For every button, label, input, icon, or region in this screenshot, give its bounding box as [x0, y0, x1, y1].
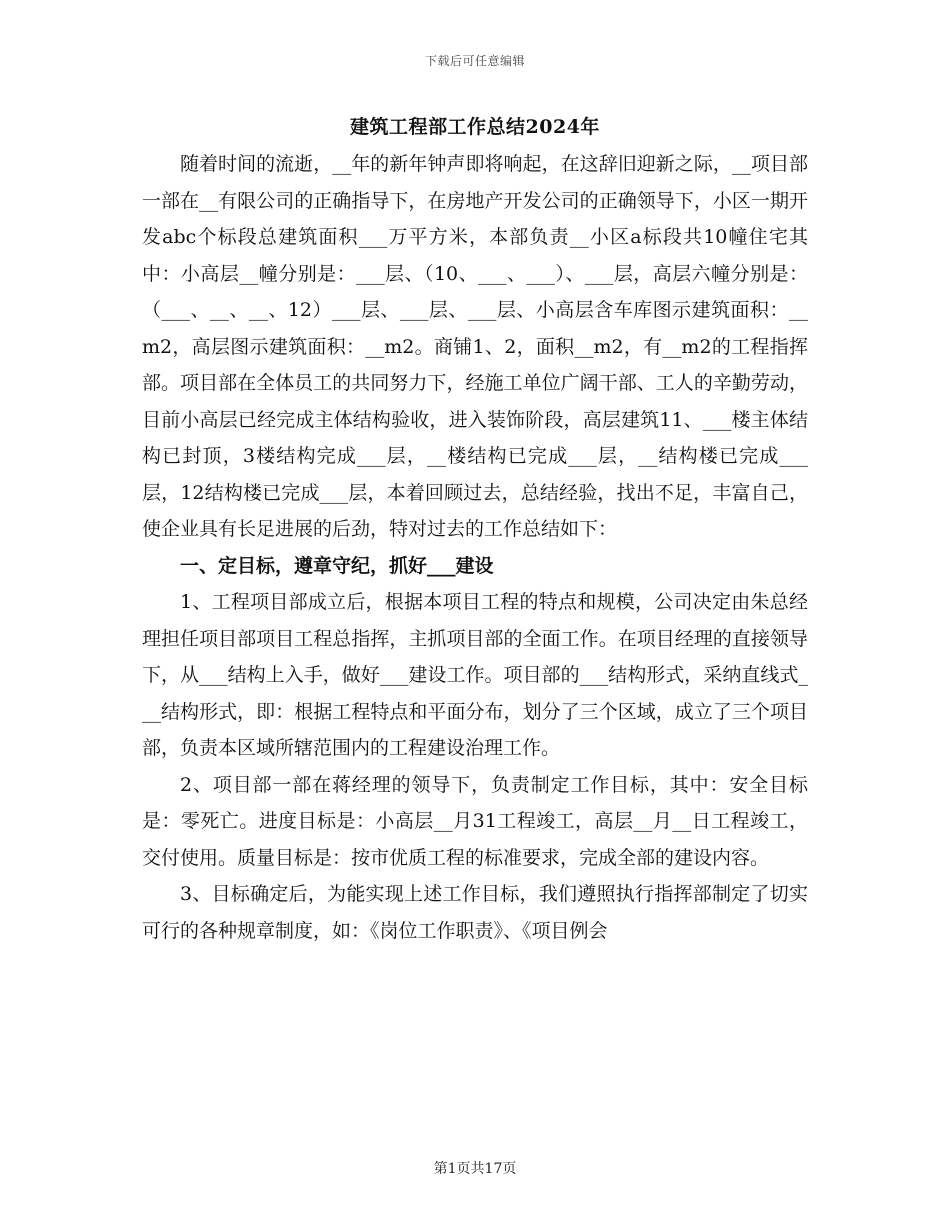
document-body — [142, 146, 808, 949]
paragraph-item-1: 1、工程项目部成立后，根据本项目工程的特点和规模，公司决定由朱总经理担任项目部项目工程总指挥，主抓项目部的全面工作。在项目经理的直接领导下，从___结构上入手，做好___建设工作。项目部的___结构形式，采纳直线式___结构形式，即：根据工程特点和平面分布，划分了三个区域，成立了三个项目部，负责本区域所辖范围内的工程建设治理工作。 — [142, 591, 808, 759]
section-heading-1: 一、定目标，遵章守纪，抓好___建设 — [180, 554, 494, 577]
document-title: 建筑工程部工作总结2024年 — [350, 116, 600, 138]
paragraph-intro: 随着时间的流逝，__年的新年钟声即将响起，在这辞旧迎新之际，__项目部一部在__有限公司的正确指导下，在房地产开发公司的正确领导下，小区一期开发abc个标段总建筑面积___万平方米，本部负责__小区a标段共10幢住宅其中：小高层__幢分别是：___层、（10、___、___）、___层，高层六幢分别是：（___、__、__、12）___层、___层、___层、小高层含车库图示建筑面积：__m2，高层图示建筑面积：__m2。商铺1、2，面积__m2，有__m2的工程指挥部。项目部在全体员工的共同努力下，经施工单位广阔干部、工人的辛勤劳动，目前小高层已经完成主体结构验收，进入装饰阶段，高层建筑11、___楼主体结构已封顶，3楼结构完成___层，__楼结构已完成___层，__结构楼已完成___层，12结构楼已完成___层，本着回顾过去，总结经验，找出不足，丰富自己，使企业具有长足进展的后劲，特对过去的工作总结如下： — [142, 153, 808, 540]
page-footer: 第1页共17页 — [433, 1161, 517, 1177]
paragraph-item-2: 2、项目部一部在蒋经理的领导下，负责制定工作目标，其中：安全目标是：零死亡。进度目标是：小高层__月31工程竣工，高层__月__日工程竣工，交付使用。质量目标是：按市优质工程的标准要求，完成全部的建设内容。 — [142, 773, 808, 869]
paragraph-item-3: 3、目标确定后，为能实现上述工作目标，我们遵照执行指挥部制定了切实可行的各种规章制度，如：《岗位工作职责》、《项目例会 — [142, 883, 808, 942]
header-note: 下载后可任意编辑 — [424, 54, 525, 68]
